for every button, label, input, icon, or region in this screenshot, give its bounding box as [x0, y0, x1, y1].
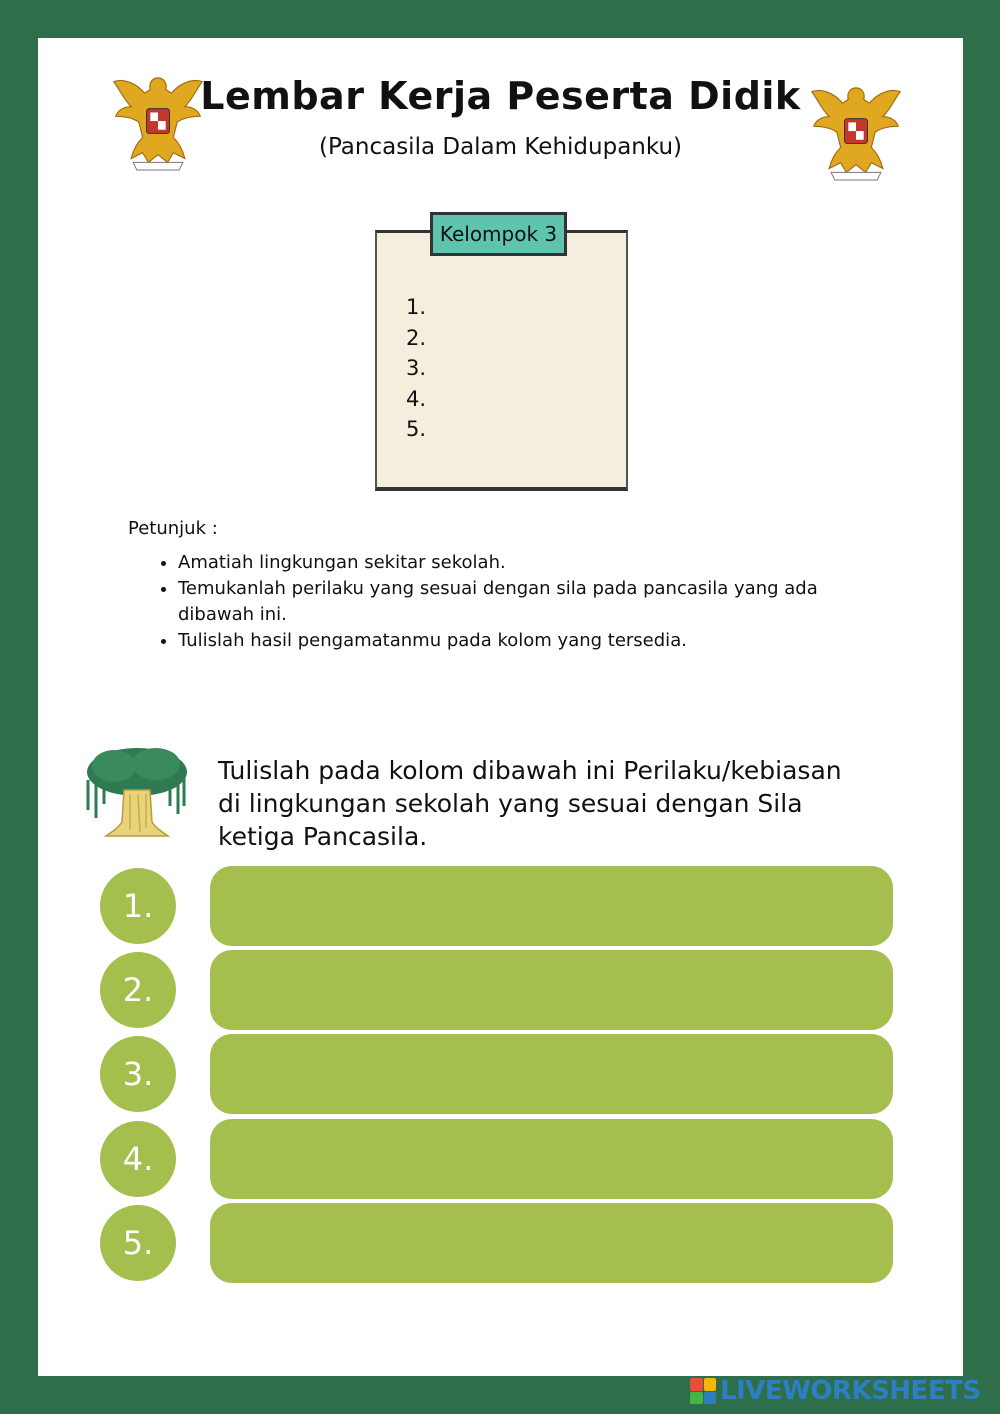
answer-row	[100, 950, 893, 1030]
liveworksheets-logo-icon	[690, 1378, 716, 1404]
task-prompt: Tulislah pada kolom dibawah ini Perilaku/kebiasan di lingkungan sekolah yang sesuai dengan Sila ketiga Pancasila.	[218, 756, 842, 851]
answer-number: 1.	[100, 868, 176, 944]
answer-number: 4.	[100, 1121, 176, 1197]
instruction-item: • Amatiah lingkungan sekitar sekolah.	[178, 550, 878, 576]
answer-number: 3.	[100, 1036, 176, 1112]
group-member-item: 3.	[406, 356, 427, 380]
answer-field[interactable]	[210, 1203, 893, 1283]
liveworksheets-watermark[interactable]	[690, 1376, 990, 1406]
answer-number: 5.	[100, 1205, 176, 1281]
watermark-text: LIVEWORKSHEETS	[720, 1376, 981, 1406]
group-label: Kelompok 3	[430, 212, 567, 256]
group-member-item: 5.	[406, 417, 427, 441]
answer-row	[100, 1203, 893, 1283]
banyan-tree-icon	[84, 744, 190, 840]
worksheet-page	[38, 38, 963, 1376]
answer-field[interactable]	[210, 866, 893, 946]
instructions-heading: Petunjuk :	[128, 518, 218, 539]
answer-field[interactable]	[210, 950, 893, 1030]
group-member-item: 2.	[406, 325, 427, 350]
answer-field[interactable]	[210, 1119, 893, 1199]
instruction-item: • Tulislah hasil pengamatanmu pada kolom yang tersedia.	[178, 628, 878, 654]
answer-row	[100, 1034, 893, 1114]
instructions-list	[158, 550, 878, 654]
page-subtitle: (Pancasila Dalam Kehidupanku)	[318, 134, 683, 160]
instruction-item: • Temukanlah perilaku yang sesuai dengan sila pada pancasila yang ada dibawah ini.	[178, 576, 878, 628]
group-member-list	[406, 292, 426, 445]
page-title: Lembar Kerja Peserta Didik	[200, 74, 801, 118]
answer-number: 2.	[100, 952, 176, 1028]
answer-row	[100, 1119, 893, 1199]
group-member-item: 1.	[406, 295, 427, 319]
group-member-item: 4.	[406, 386, 427, 411]
answer-row	[100, 866, 893, 946]
answer-field[interactable]	[210, 1034, 893, 1114]
